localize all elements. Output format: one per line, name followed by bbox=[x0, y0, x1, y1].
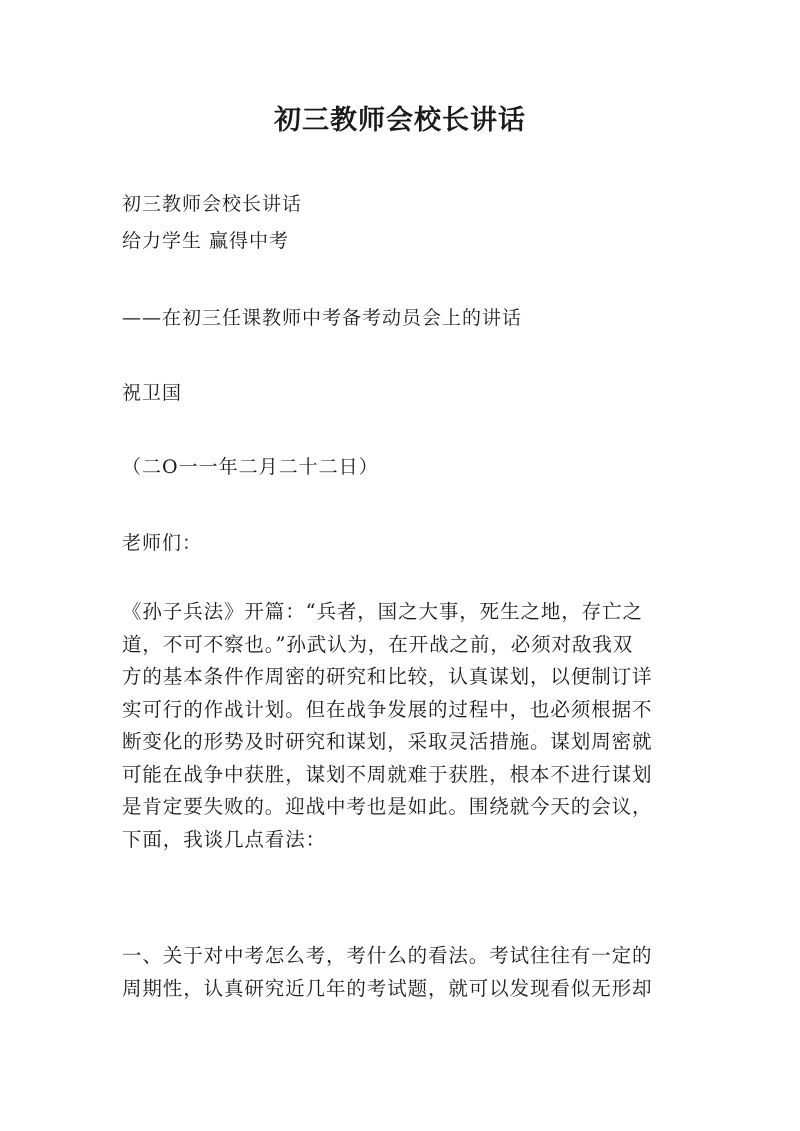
paragraph-1-line: 实可行的作战计划。但在战争发展的过程中，也必须根据不 bbox=[122, 697, 653, 721]
paragraph-1 bbox=[122, 596, 682, 856]
paragraph-2-line: 一、关于对中考怎么考，考什么的看法。考试往往有一定的 bbox=[122, 944, 653, 967]
subtitle-line-1: 初三教师会校长讲话 bbox=[122, 193, 303, 215]
paragraph-2-line: 周期性，认真研究近几年的考试题，就可以发现看似无形却 bbox=[122, 976, 653, 1000]
paragraph-1-line: 方的基本条件作周密的研究和比较，认真谋划，以便制订详 bbox=[122, 665, 653, 688]
paragraph-1-line: 断变化的形势及时研究和谋划，采取灵活措施。谋划周密就 bbox=[122, 730, 653, 753]
subtitle-line-2: 给力学生 赢得中考 bbox=[122, 230, 290, 252]
paragraph-1-line: 下面，我谈几点看法： bbox=[122, 827, 327, 851]
paragraph-1-line: 可能在战争中获胜，谋划不周就难于获胜，根本不进行谋划 bbox=[122, 762, 653, 786]
occasion-line: ——在初三任课教师中考备考动员会上的讲话 bbox=[122, 307, 523, 329]
speaker-name: 祝卫国 bbox=[122, 382, 183, 404]
paragraph-2 bbox=[122, 940, 682, 1005]
paragraph-1-line: 道，不可不察也。”孙武认为，在开战之前，必须对敌我双 bbox=[122, 632, 634, 656]
paragraph-1-line: 是肯定要失败的。迎战中考也是如此。围绕就今天的会议， bbox=[122, 795, 653, 818]
document-title: 初三教师会校长讲话 bbox=[274, 105, 526, 136]
salutation: 老师们： bbox=[122, 532, 203, 554]
paragraph-1-line: 《孙子兵法》开篇：“兵者，国之大事，死生之地，存亡之 bbox=[122, 600, 643, 623]
speech-date: （二O一一年二月二十二日） bbox=[122, 456, 379, 478]
